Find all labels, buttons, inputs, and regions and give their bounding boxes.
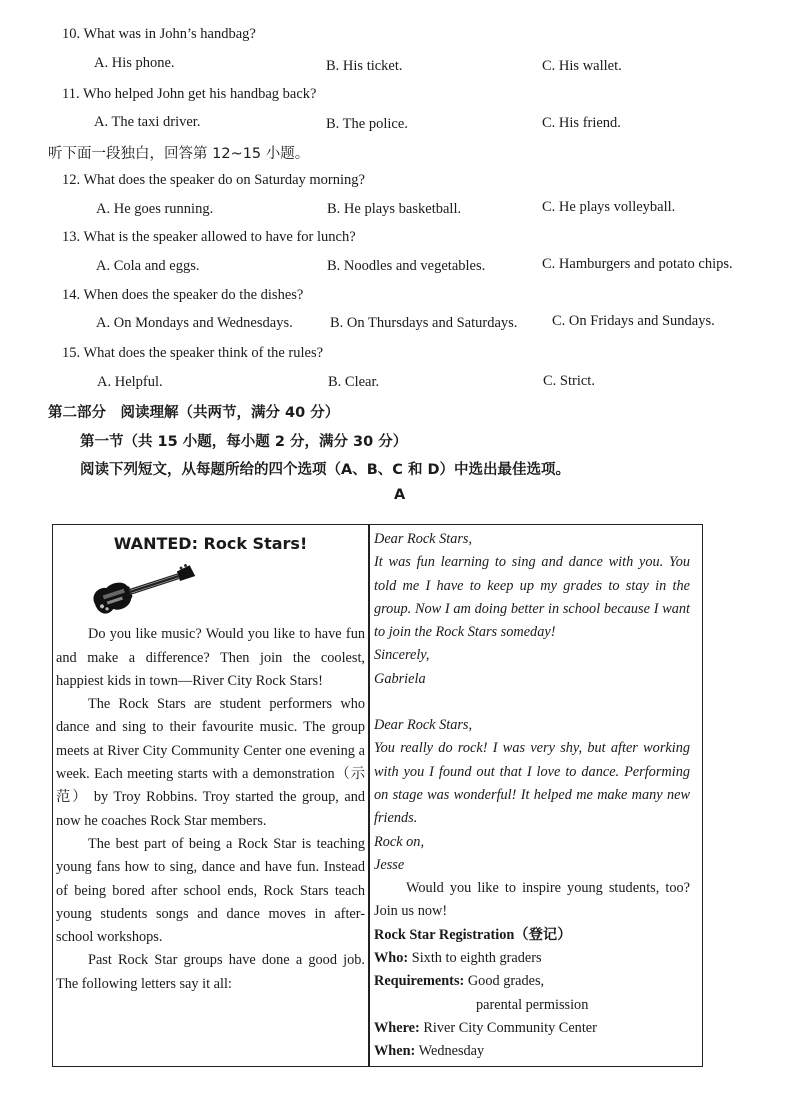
question-13-option-c: C. Hamburgers and potato chips. <box>542 256 733 272</box>
passage-letter: A <box>394 487 406 503</box>
question-13-stem: 13. What is the speaker allowed to have for lunch? <box>62 229 356 245</box>
letter2-closing: Rock on, <box>374 833 425 850</box>
registration-when: When: Wednesday <box>374 1043 485 1060</box>
letter2-greeting: Dear Rock Stars, <box>374 717 473 734</box>
registration-heading: Rock Star Registration（登记） <box>374 926 572 943</box>
question-14-option-a: A. On Mondays and Wednesdays. <box>96 315 293 331</box>
section1-title: 第一节（共 15 小题，每小题 2 分，满分 30 分） <box>80 434 408 450</box>
letter2-body: You really do rock! I was very shy, but after working with you I found out that I love to dance. Performing on stage was wonderful! It helped me make many new friends. <box>374 740 690 827</box>
question-10-option-a: A. His phone. <box>94 55 175 71</box>
question-10-stem: 10. What was in John’s handbag? <box>62 26 256 42</box>
question-14-option-c: C. On Fridays and Sundays. <box>552 313 715 329</box>
passage-right-column <box>374 528 690 1064</box>
invite-text: Would you like to inspire young students, too? Join us now! <box>374 880 690 920</box>
letter1-closing: Sincerely, <box>374 647 430 664</box>
passage-title: WANTED: Rock Stars! <box>113 534 308 553</box>
letter1-greeting: Dear Rock Stars, <box>374 531 473 547</box>
question-13-option-b: B. Noodles and vegetables. <box>327 258 486 274</box>
registration-requirements-cont: parental permission <box>476 996 589 1013</box>
monologue-instruction: 听下面一段独白，回答第 12~15 小题。 <box>48 146 310 162</box>
question-15-option-a: A. Helpful. <box>97 374 163 390</box>
passage-paragraph-1: Do you like music? Would you like to have fun and make a difference? Then join the coolest, happiest kids in town—River City Rock Stars! <box>56 626 365 689</box>
question-14-stem: 14. When does the speaker do the dishes? <box>62 287 304 303</box>
question-10-option-b: B. His ticket. <box>326 58 403 74</box>
question-11-option-b: B. The police. <box>326 116 408 132</box>
question-11-stem: 11. Who helped John get his handbag back? <box>62 86 317 102</box>
reading-instruction: 阅读下列短文，从每题所给的四个选项（A、B、C 和 D）中选出最佳选项。 <box>80 462 571 478</box>
column-divider <box>368 524 370 1067</box>
registration-where: Where: River City Community Center <box>374 1019 597 1036</box>
letter1-body: It was fun learning to sing and dance with you. You told me I have to keep up my grades to stay in the group. Now I am doing better in school because I want to join the Rock Stars someday! <box>374 554 690 641</box>
question-14-option-b: B. On Thursdays and Saturdays. <box>330 315 518 331</box>
registration-requirements: Requirements: Good grades, <box>374 973 545 990</box>
question-15-option-c: C. Strict. <box>543 373 595 389</box>
registration-who: Who: Sixth to eighth graders <box>374 950 542 967</box>
question-13-option-a: A. Cola and eggs. <box>96 258 200 274</box>
passage-paragraph-2: The Rock Stars are student performers who dance and sing to their favourite music. The group meets at River City Community Center one evening a week. Each meeting starts with a demonstration（示范） by Troy Robbins. Troy started the group, and now he coaches Rock Star members. <box>56 696 365 829</box>
letter1-name: Gabriela <box>374 670 426 687</box>
question-12-option-c: C. He plays volleyball. <box>542 199 676 215</box>
question-10-option-c: C. His wallet. <box>542 58 622 74</box>
question-15-stem: 15. What does the speaker think of the rules? <box>62 345 324 361</box>
passage-paragraph-3: The best part of being a Rock Star is teaching young fans how to sing, dance and have fun. Instead of being bored after school ends, Rock Stars teach young students songs and dance moves in after-school workshops. <box>56 835 365 946</box>
passage-paragraph-4: Past Rock Star groups have done a good job. The following letters say it all: <box>56 952 365 992</box>
question-12-stem: 12. What does the speaker do on Saturday morning? <box>62 172 365 188</box>
passage-left-column <box>56 532 365 996</box>
letter2-name: Jesse <box>374 856 405 873</box>
question-12-option-b: B. He plays basketball. <box>327 201 462 217</box>
electric-guitar-icon <box>86 559 198 615</box>
question-15-option-b: B. Clear. <box>328 374 380 390</box>
question-12-option-a: A. He goes running. <box>96 201 214 217</box>
question-11-option-c: C. His friend. <box>542 115 621 131</box>
part2-title: 第二部分 阅读理解（共两节，满分 40 分） <box>48 405 340 421</box>
question-11-option-a: A. The taxi driver. <box>94 114 201 130</box>
